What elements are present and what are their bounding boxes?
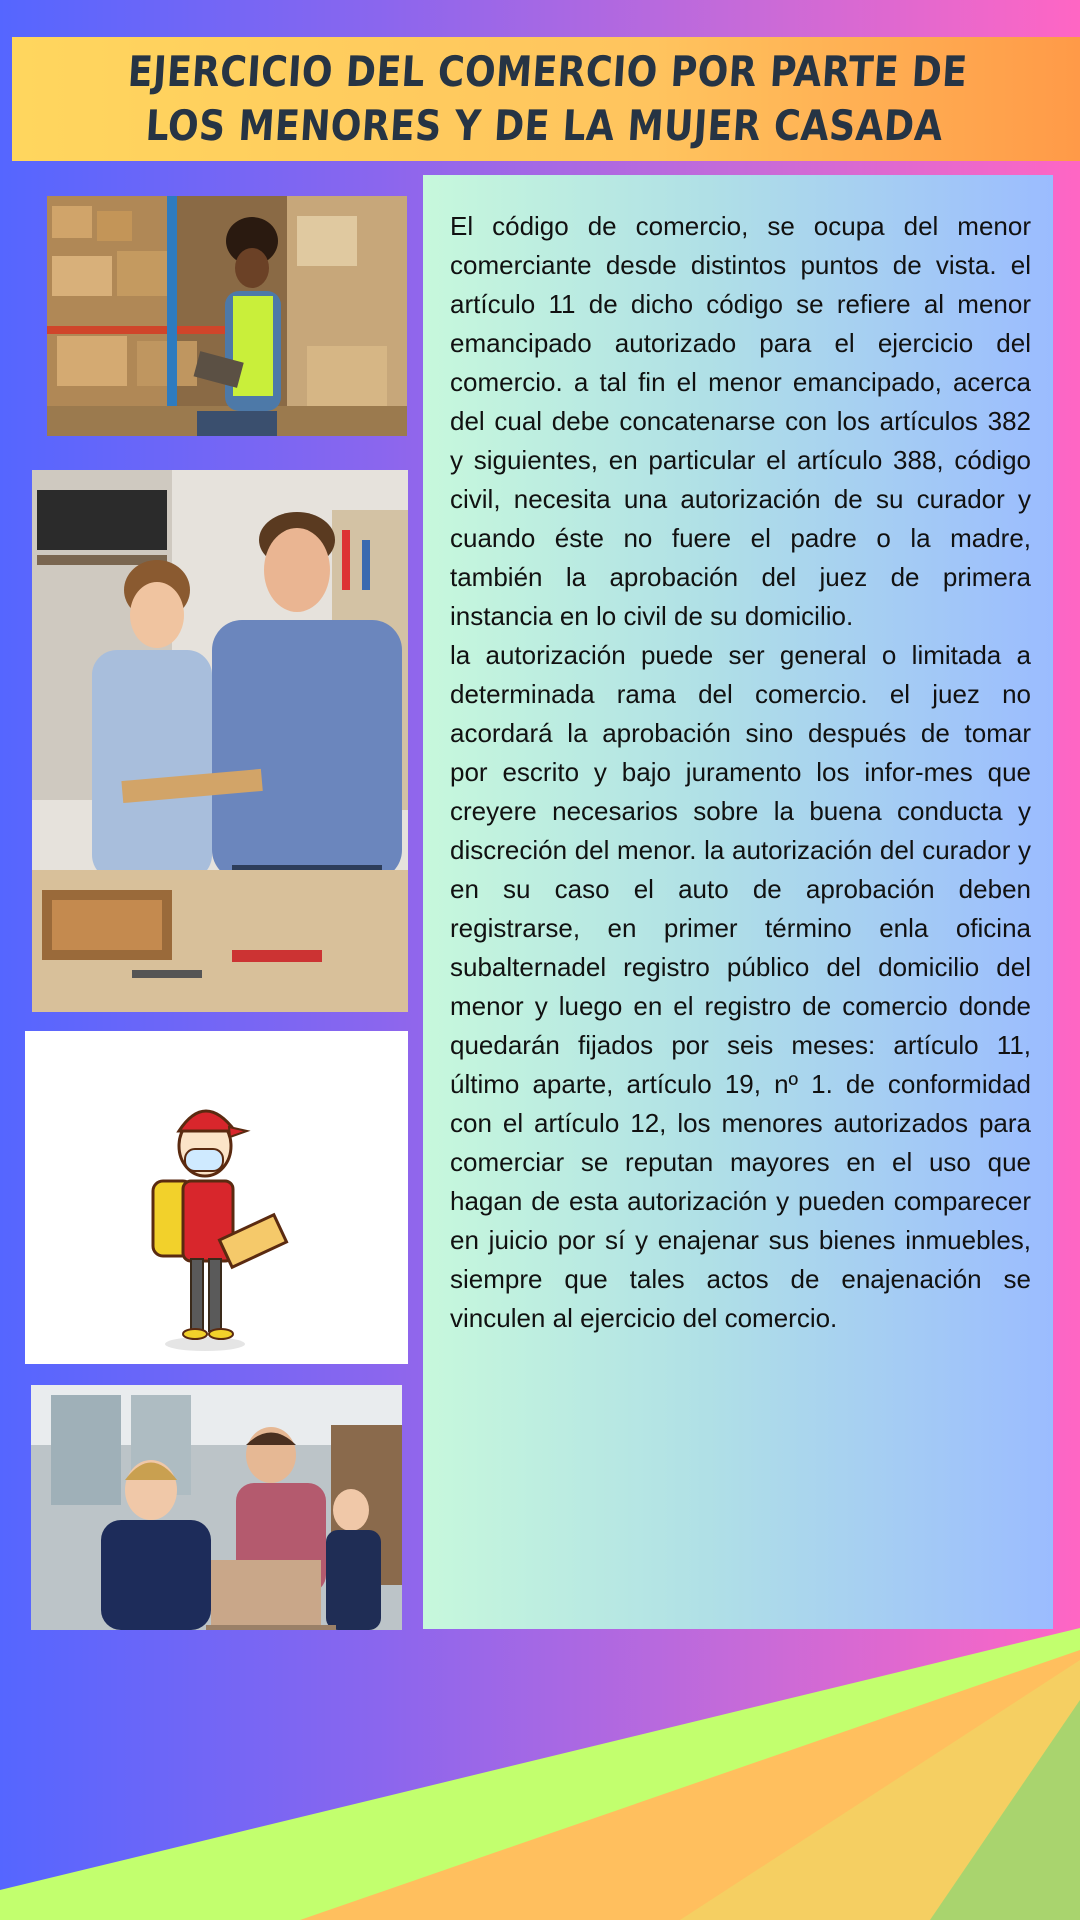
title-banner bbox=[12, 37, 1080, 161]
classroom-laptop-photo bbox=[31, 1385, 402, 1630]
body-text bbox=[450, 207, 1031, 1338]
page-title: EJERCICIO DEL COMERCIO POR PARTE DE LOS MENORES Y DE LA MUJER CASADA bbox=[126, 47, 969, 150]
paragraph-1: El código de comercio, se ocupa del menor comerciante desde distintos puntos de vista. el artículo 11 de dicho código se refiere al menor emancipado autorizado para el ejercicio del comercio. a tal fin el menor emancipado, acerca del cual debe concatenarse con los artículos 382 y siguientes, en particular el artículo 388, código civil, necesita una autorización de su curador y cuando éste no fuere el padre o la madre, también la aprobación del juez de primera instancia en lo civil de su domicilio. bbox=[450, 211, 1031, 631]
paragraph-2: la autorización puede ser general o limitada a determinada rama del comercio. el juez no acordará la aprobación sino después de tomar por escrito y bajo juramento los infor-mes que creyere necesarios sobre la buena conducta y discreción del menor. la autorización del curador y en su caso el auto de aprobación deben registrarse, en primer término enla oficina subalternadel registro público del domicilio del menor y luego en el registro de comercio donde quedarán fijados por seis meses: artículo 11, último aparte, artículo 19, nº 1. de conformidad con el artículo 12, los menores autorizados para comerciar se reputan mayores en el uso que hagan de esta autorización y pueden comparecer en juicio por sí y enajenar sus bienes inmuebles, siempre que tales actos de enajenación se vinculen al ejercicio del comercio. bbox=[450, 640, 1031, 1333]
warehouse-worker-photo bbox=[47, 196, 407, 436]
delivery-boy-illustration bbox=[25, 1031, 408, 1364]
workshop-mentor-photo bbox=[32, 470, 408, 1012]
text-panel bbox=[423, 175, 1053, 1629]
